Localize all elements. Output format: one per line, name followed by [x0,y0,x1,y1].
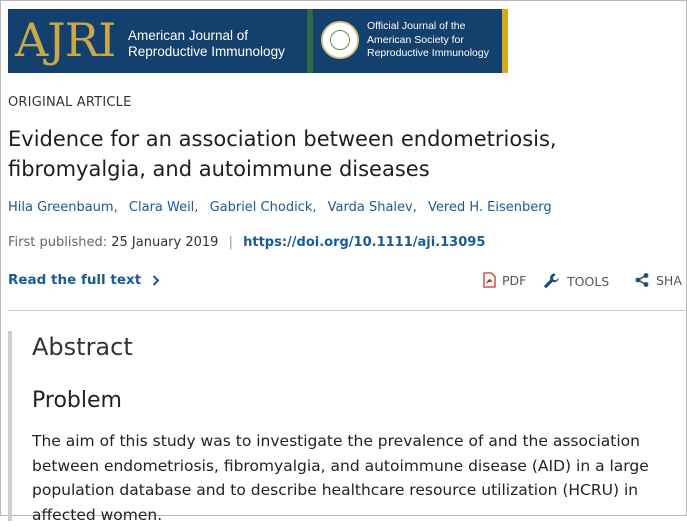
section-divider [8,310,685,311]
pdf-icon [483,272,496,291]
abstract-heading: Abstract [32,333,133,361]
article-type: ORIGINAL ARTICLE [8,95,132,110]
article-title: Evidence for an association between endometriosis, fibromyalgia, and autoimmune diseases [8,127,557,181]
tools-label: TOOLS [567,274,610,289]
author-link[interactable]: Clara Weil, [128,200,199,215]
author-link[interactable]: Gabriel Chodick, [209,200,317,215]
share-button[interactable] [634,272,682,291]
tools-button[interactable] [543,272,609,293]
info-separator: | [228,235,233,250]
published-label: First published: [8,235,108,250]
chevron-right-icon [152,273,160,288]
abstract-accent-bar [8,331,12,521]
banner-divider [307,9,313,73]
society-affiliation: Official Journal of the American Society for Reproductive Immunology [367,20,489,59]
read-full-text-label: Read the full text [8,272,142,288]
pdf-label: PDF [502,273,527,288]
published-date: 25 January 2019 [111,235,219,250]
journal-logo: AJRI [15,13,116,67]
read-full-text-link[interactable] [8,272,160,288]
journal-name: American Journal of Reproductive Immunology [128,28,285,59]
wrench-icon [543,272,561,293]
author-link[interactable]: Vered H. Eisenberg [428,200,552,215]
problem-text: The aim of this study was to investigate the prevalence of and the association between endometriosis, fibromyalgia, and autoimmune disease (AID) in a large population database and to describe healthcare resource utilization (HCRU) in affected women. [32,432,649,524]
society-seal-icon [321,21,359,59]
share-label: SHA [656,273,682,288]
author-link[interactable]: Varda Shalev, [327,200,417,215]
publication-info [8,235,485,250]
author-link[interactable]: Hila Greenbaum, [8,200,118,215]
problem-heading: Problem [32,388,122,413]
pdf-button[interactable] [483,272,526,291]
share-icon [634,272,650,291]
journal-banner[interactable] [8,9,508,73]
banner-accent [502,9,508,73]
doi-link[interactable]: https://doi.org/10.1111/aji.13095 [243,235,486,250]
author-list [8,200,559,215]
